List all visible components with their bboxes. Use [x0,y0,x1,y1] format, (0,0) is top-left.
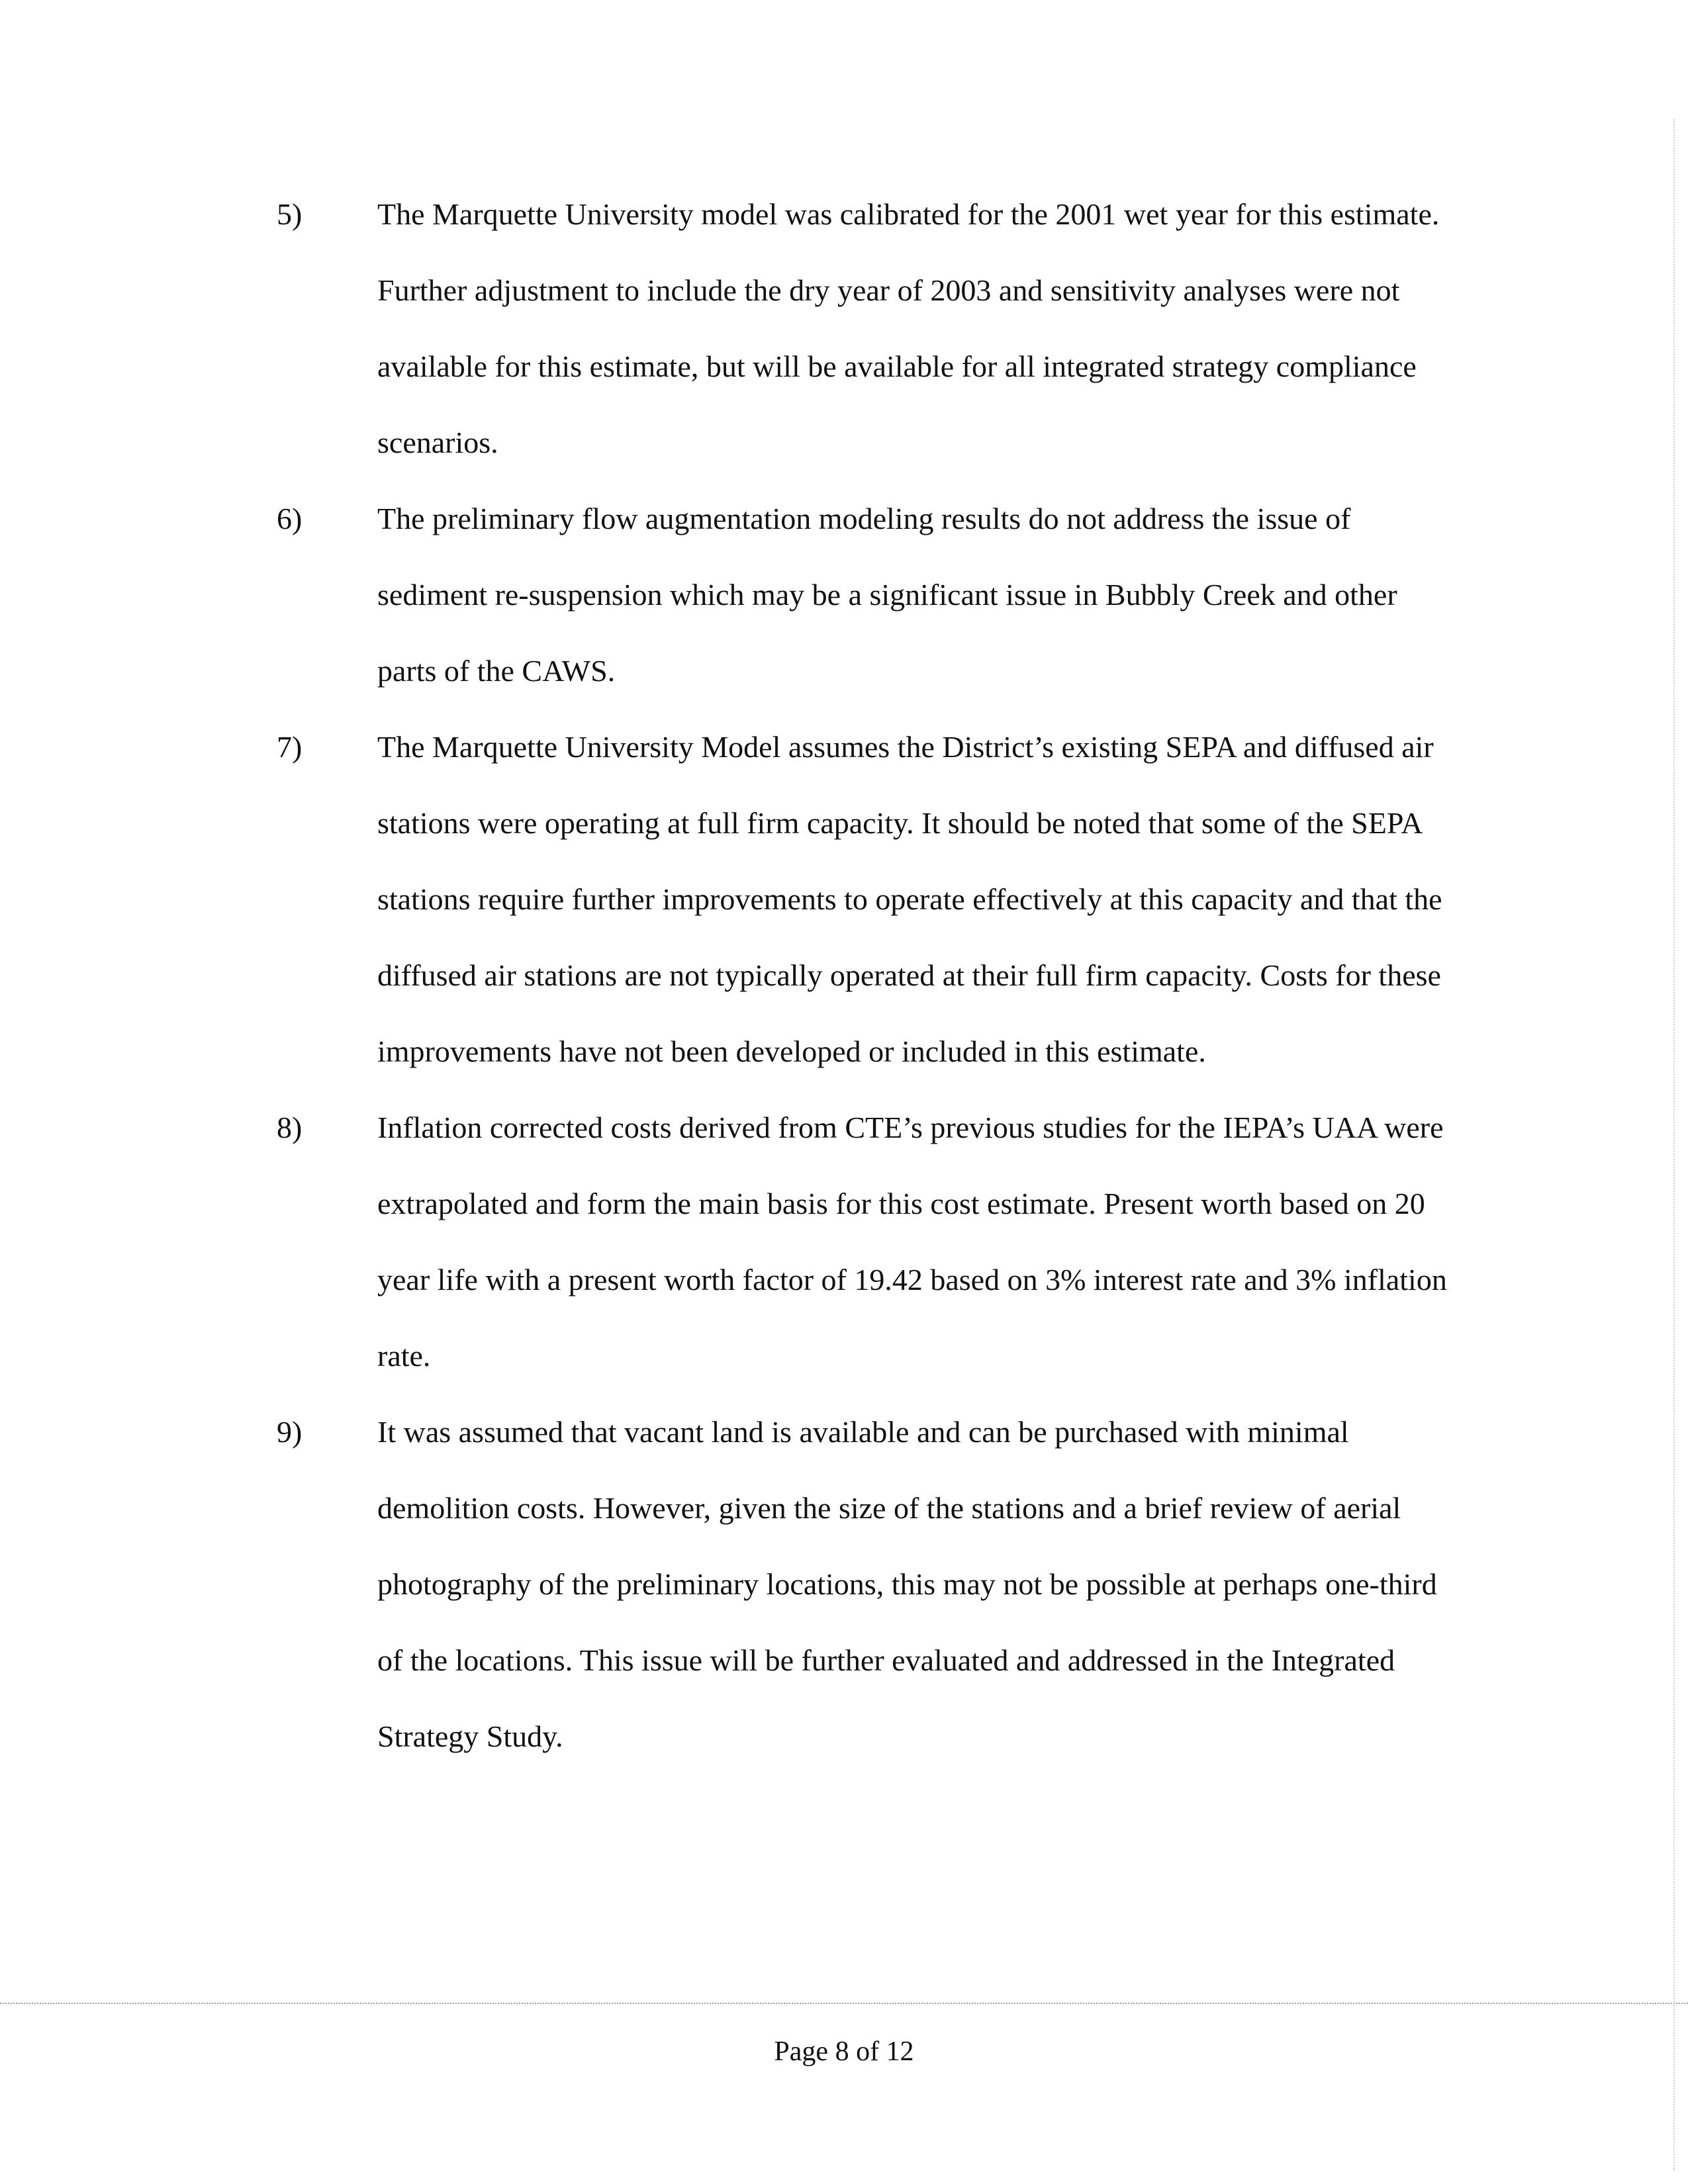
numbered-list [277,176,1481,1774]
list-item-text: The Marquette University model was calibrated for the 2001 wet year for this estimate. Further adjustment to include the dry year of 2003 and sensitivity analyses were not available for this estimate, but will be available for all integrated strategy compliance scenarios. [377,197,1440,459]
list-item-number: 6) [277,502,303,535]
page-number: Page 8 of 12 [774,2036,914,2067]
list-item [277,709,1481,1089]
list-item-number: 5) [277,197,303,231]
list-item-text: Inflation corrected costs derived from CTE’s previous studies for the IEPA’s UAA were extrapolated and form the main basis for this cost estimate. Present worth based on 20 year life with a present worth factor of 19.42 based on 3% interest rate and 3% inflation rate. [377,1111,1447,1373]
list-item-number: 7) [277,730,303,764]
scan-edge-marks [1669,119,1675,2171]
list-item-number: 8) [277,1111,303,1144]
list-item-text: The preliminary flow augmentation modeling results do not address the issue of sediment re-suspension which may be a significant issue in Bubbly Creek and other parts of the CAWS. [377,502,1397,688]
list-item [277,176,1481,480]
list-item-number: 9) [277,1415,303,1449]
footer-divider [0,2003,1688,2004]
list-item [277,1089,1481,1394]
list-item-text: It was assumed that vacant land is available and can be purchased with minimal demolition costs. However, given the size of the stations and a brief review of aerial photography of the preliminary locations, this may not be possible at perhaps one-third of the locations. This issue will be further evaluated and addressed in the Integrated Strategy Study. [377,1415,1437,1753]
list-item [277,1394,1481,1774]
list-item [277,480,1481,709]
list-item-text: The Marquette University Model assumes the District’s existing SEPA and diffused air stations were operating at full firm capacity. It should be noted that some of the SEPA stations require further improvements to operate effectively at this capacity and that the diffused air stations are not typically operated at their full firm capacity. Costs for these improvements have not been developed or included in this estimate. [377,730,1442,1068]
